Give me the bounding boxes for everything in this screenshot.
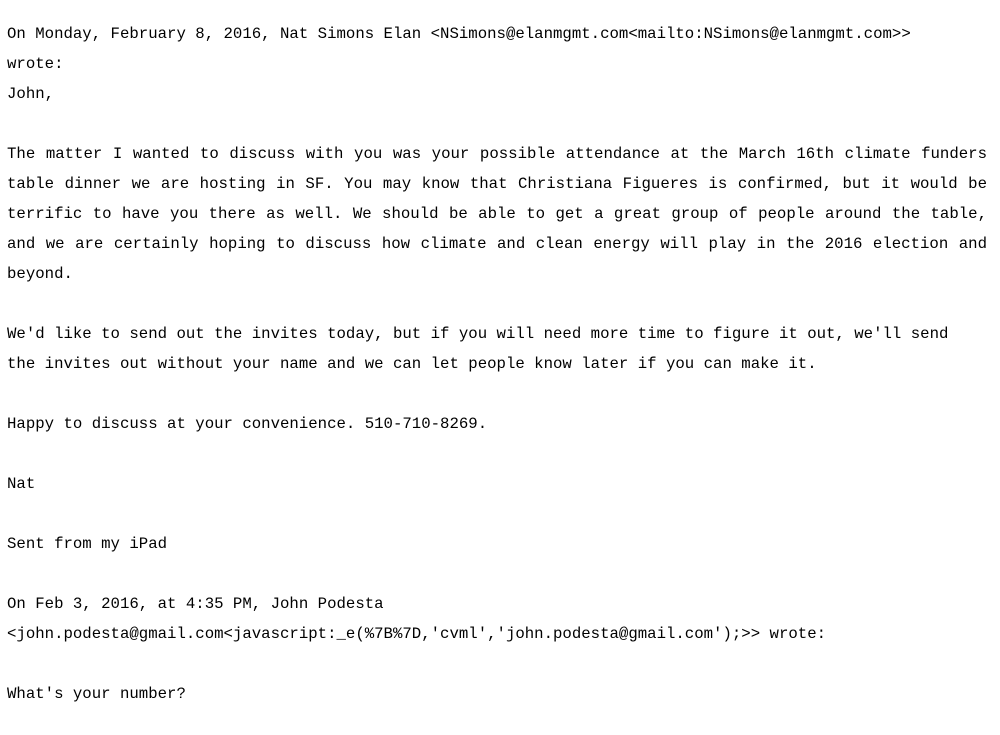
paragraph-line: beyond. <box>7 265 73 283</box>
quoted-header: On Feb 3, 2016, at 4:35 PM, John Podesta <box>7 595 384 613</box>
quoted-header-continued: <john.podesta@gmail.com<javascript:_e(%7B%7D,'cvml','john.podesta@gmail.com');>> wrote: <box>7 625 827 643</box>
paragraph-line: table dinner we are hosting in SF. You may know that Christiana Figueres is confirmed, but it would be <box>7 175 987 193</box>
closing-line: Happy to discuss at your convenience. 510-710-8269. <box>7 415 488 433</box>
blank-line <box>7 559 987 589</box>
paragraph-line: The matter I wanted to discuss with you was your possible attendance at the March 16th climate funders <box>7 145 987 163</box>
blank-line <box>7 439 987 469</box>
signature: Nat <box>7 475 36 493</box>
question: What's your number? <box>7 685 186 703</box>
blank-line <box>7 109 987 139</box>
paragraph-line: and we are certainly hoping to discuss how climate and clean energy will play in the 2016 election and <box>7 235 987 253</box>
blank-line <box>7 649 987 679</box>
paragraph-line: the invites out without your name and we can let people know later if you can make it. <box>7 355 817 373</box>
device-signature: Sent from my iPad <box>7 535 168 553</box>
greeting: John, <box>7 85 55 103</box>
paragraph-line: We'd like to send out the invites today, but if you will need more time to figure it out, we'll send <box>7 325 949 343</box>
email-body <box>7 19 987 709</box>
blank-line <box>7 499 987 529</box>
quoted-header: On Monday, February 8, 2016, Nat Simons Elan <NSimons@elanmgmt.com<mailto:NSimons@elanmgmt.com>> <box>7 25 911 43</box>
paragraph-line: terrific to have you there as well. We should be able to get a great group of people around the table, <box>7 205 987 223</box>
quoted-header-continued: wrote: <box>7 55 64 73</box>
blank-line <box>7 289 987 319</box>
blank-line <box>7 379 987 409</box>
